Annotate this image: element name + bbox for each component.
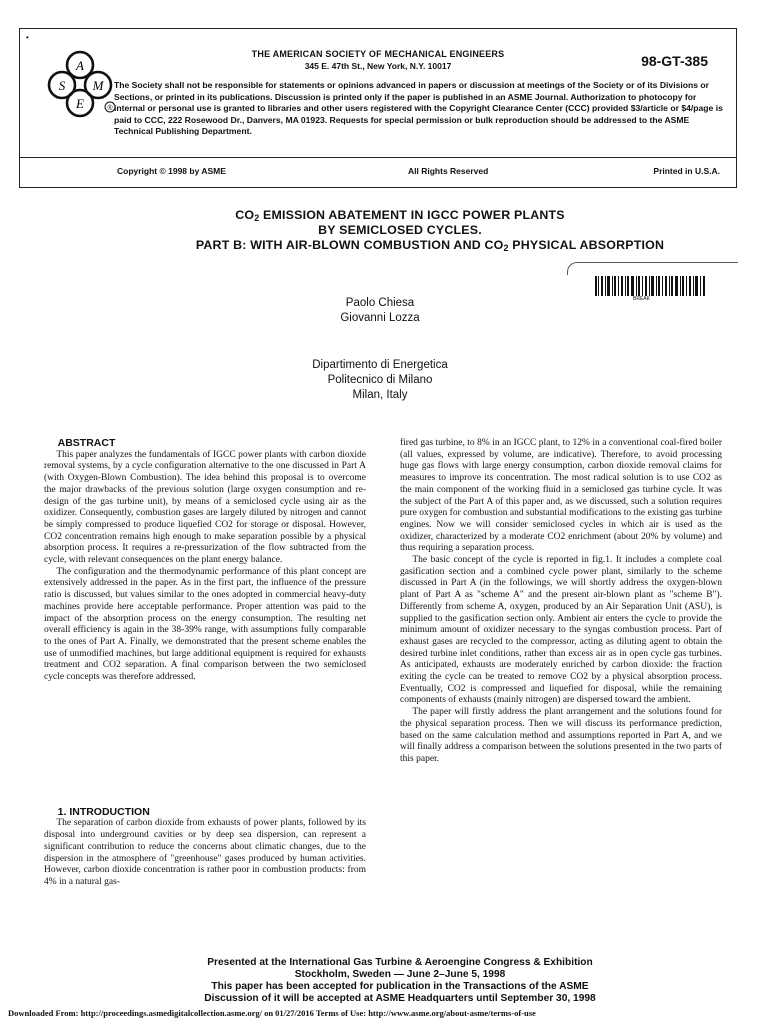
conference-footer	[140, 957, 660, 1005]
logo-letter-m: M	[92, 78, 104, 93]
abstract-paragraph: This paper analyzes the fundamentals of IGCC power plants with carbon dioxide removal systems, by a cycle configuration alternative to the one discussed in Part A (with Oxygen-Blown Combustion). The idea behind this proposal is to overcome the major drawbacks of the previous solution (large oxygen consumption and re-design of the gas turbine unit), by means of a semiclosed cycle using air as the oxidizer. Consequently, combustion gases are largely diluted by nitrogen and cannot be simply compressed to produce liquefied CO2 for storage or disposal. However, CO2 concentration remains high enough to make separation possible by a physical absorption process. It requires a re-pressurization of the flow subtracted from the cycle, with relevant consequences on the plant energy balance.	[44, 449, 366, 566]
publication-notice: This paper has been accepted for publication in the Transactions of the ASME	[211, 981, 589, 992]
printed-location: Printed in U.S.A.	[653, 166, 720, 176]
rights-notice: All Rights Reserved	[408, 166, 489, 176]
affiliation	[180, 358, 580, 403]
body-paragraph: The paper will firstly address the plant arrangement and the solutions found for the physical separation process. Then we will discuss its performance prediction, based on the same calculation method and assumptions reported in Part A, and we will finally address a comparison between the solutions presented in the two parts of this paper.	[400, 707, 722, 764]
title-line-2: BY SEMICLOSED CYCLES.	[318, 223, 482, 237]
logo-letter-s: S	[58, 78, 66, 93]
registered-mark: ®	[107, 105, 113, 112]
left-column	[44, 438, 366, 889]
copyright-notice: Copyright © 1998 by ASME	[117, 166, 226, 176]
barcode-label: BREAK	[633, 296, 650, 302]
logo-letter-e: E	[76, 96, 84, 111]
body-paragraph: The basic concept of the cycle is reported in fig.1. It includes a complete coal gasification section and a combined cycle power plant, similarly to the scheme discussed in Part A (in the followings, we will shortly address the oxygen-blown plant of Part A as "scheme A" and the present air-blown plant as "scheme B"). Differently from scheme A, oxygen, produced by an Air Separation Unit (ASU), is supplied to the gasification section only. Ambient air enters the cycle to provide the minimum amount of oxidizer necessary to the syngas combustion process. Part of exhaust gases are recycled to the compressor, acting as diluting agent to obtain the desired turbine inlet conditions, rather than excess air as in open cycle gas turbines. As anticipated, exhausts are moderately enriched by carbon dioxide: the fraction exiting the cycle can be treated to remove CO2 by a physical absorption process. Eventually, CO2 is compressed and liquefied for disposal, while the remaining components of exhausts (mainly nitrogen) are dispersed toward the ambient.	[400, 555, 722, 706]
author-name: Giovanni Lozza	[340, 312, 420, 324]
abstract-heading: ABSTRACT	[57, 437, 116, 449]
organization-address: 345 E. 47th St., New York, N.Y. 10017	[304, 61, 452, 71]
corner-mark: •	[26, 33, 29, 42]
organization-name: THE AMERICAN SOCIETY OF MECHANICAL ENGINEERS	[251, 49, 505, 59]
author-list	[180, 296, 580, 326]
title-line-3: PART B: WITH AIR-BLOWN COMBUSTION AND $CO_2$ PHYSICAL ABSORPTION	[195, 238, 665, 254]
disclaimer-text: The Society shall not be responsible for statements or opinions advanced in papers or discussion at meetings of the Society or of its Divisions or Sections, or printed in its publications. Discussion is printed only if the paper is published in an ASME Journal. Authorization to photocopy for internal or personal use is granted to libraries and other users registered with the Copyright Clearance Center (CCC) provided $3/article or $4/page is paid to CCC, 222 Rosewood Dr., Danvers, MA 01923. Requests for special permission or bulk reproduction should be addressed to the ASME Technical Publishing Department.	[114, 80, 723, 136]
affiliation-department: Dipartimento di Energetica	[312, 359, 448, 371]
body-paragraph: fired gas turbine, to 8% in an IGCC plant, to 12% in a conventional coal-fired boiler (all values, expressed by volume, are indicative). Therefore, to avoid processing huge gas flows with large energy consumption, carbon dioxide removal claims for measures to improve its concentration. The most radical solution is to use CO2 as the main component of the working fluid in a semiclosed gas turbine cycle. It was the subject of the Part A of this paper and, as we discussed, such a solution requires pure oxygen for combustion and substantial modifications to the existing gas turbine engines. Now we will consider semiclosed cycles in which air is used as the oxidizer, characterized by a moderate CO2 enrichment (about 20% by volume) and thus requiring a separation process.	[400, 438, 722, 554]
asme-header-box	[19, 28, 737, 188]
discussion-notice: Discussion of it will be accepted at ASME Headquarters until September 30, 1998	[204, 993, 596, 1004]
introduction-heading: 1. INTRODUCTION	[57, 805, 150, 818]
barcode	[595, 276, 707, 296]
introduction-paragraph: The separation of carbon dioxide from exhausts of power plants, followed by its disposal into underground cavities or by deep sea dispersion, can represent a significant contribution to reduce the concerns about climatic changes, due to the dispersion in the atmosphere of "greenhouse" gases produced by human activities. However, carbon dioxide concentration is rather poor in combustion products: from 4% in a natural gas-	[44, 818, 366, 887]
paper-number: 98-GT-385	[641, 53, 708, 69]
barcode-bracket	[567, 262, 738, 275]
right-column	[400, 438, 722, 766]
header-divider	[20, 157, 736, 158]
paper-title	[30, 208, 768, 253]
barcode-area	[565, 262, 745, 312]
conference-location: Stockholm, Sweden — June 2–June 5, 1998	[294, 969, 506, 980]
author-name: Paolo Chiesa	[345, 297, 415, 309]
abstract-paragraph: The configuration and the thermodynamic performance of this plant concept are extensively addressed in the paper. As in the first part, the influence of the pressure ratio is discussed, but values similar to the ones adopted in commercial heavy-duty machines provide here acceptable performance. Proper attention was paid to the impact of the absorption process on the energy consumption. The resulting net overall efficiency is again in the 38-39% range, with assumptions fully comparable to the ones of Part A. Finally, we demonstrated that the present scheme enables the use of unmodified machines, but large additional equipment is required for exhausts treatment and CO2 separation. A final comparison between the two semiclosed cycle concepts was therefore addressed.	[44, 566, 366, 683]
download-note: Downloaded From: http://proceedings.asmedigitalcollection.asme.org/ on 01/27/2016 Terms of Use: http://www.asme.org/about-asme/terms-of-use	[8, 1008, 536, 1018]
conference-name: Presented at the International Gas Turbine & Aeroengine Congress & Exhibition	[207, 957, 593, 968]
affiliation-institution: Politecnico di Milano	[327, 374, 433, 386]
logo-letter-a: A	[76, 58, 84, 73]
affiliation-location: Milan, Italy	[352, 389, 408, 401]
title-line-1: $CO_2$ EMISSION ABATEMENT IN IGCC POWER PLANTS	[235, 208, 565, 224]
